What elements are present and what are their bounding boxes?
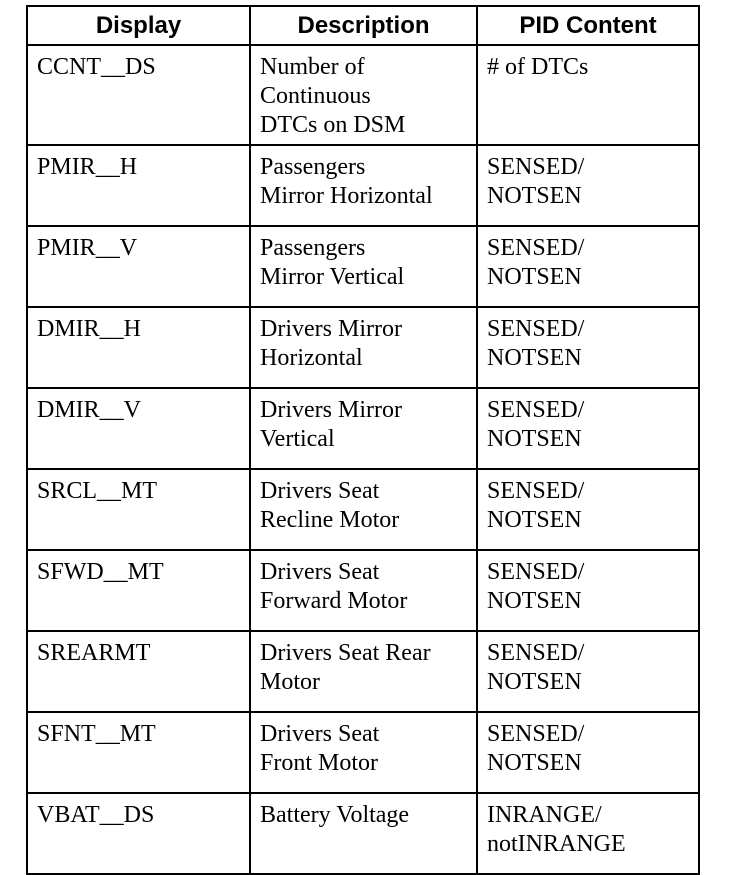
cell-description: Drivers Mirror Vertical [250,388,477,469]
cell-pid-content: SENSED/ NOTSEN [477,550,699,631]
table-row [27,550,699,631]
cell-description: Passengers Mirror Vertical [250,226,477,307]
cell-pid-content: SENSED/ NOTSEN [477,388,699,469]
cell-description: Drivers Seat Front Motor [250,712,477,793]
cell-pid-content: INRANGE/ notINRANGE [477,793,699,874]
header-description: Description [250,6,477,45]
table-row [27,712,699,793]
table-header-row [27,6,699,45]
cell-pid-content: SENSED/ NOTSEN [477,469,699,550]
header-pid-content: PID Content [477,6,699,45]
pid-table [26,5,700,875]
cell-pid-content: # of DTCs [477,45,699,145]
cell-description: Drivers Seat Recline Motor [250,469,477,550]
table-row [27,45,699,145]
header-display: Display [27,6,250,45]
cell-pid-content: SENSED/ NOTSEN [477,631,699,712]
cell-display: PMIR__V [27,226,250,307]
cell-display: SREARMT [27,631,250,712]
table-row [27,388,699,469]
cell-display: CCNT__DS [27,45,250,145]
table-row [27,145,699,226]
table-row [27,793,699,874]
cell-description: Drivers Seat Rear Motor [250,631,477,712]
cell-display: DMIR__V [27,388,250,469]
cell-display: VBAT__DS [27,793,250,874]
cell-pid-content: SENSED/ NOTSEN [477,145,699,226]
cell-display: SFWD__MT [27,550,250,631]
cell-display: DMIR__H [27,307,250,388]
cell-display: SRCL__MT [27,469,250,550]
cell-description: Passengers Mirror Horizontal [250,145,477,226]
cell-description: Number of Continuous DTCs on DSM [250,45,477,145]
cell-display: PMIR__H [27,145,250,226]
cell-pid-content: SENSED/ NOTSEN [477,712,699,793]
table-row [27,307,699,388]
cell-pid-content: SENSED/ NOTSEN [477,307,699,388]
cell-description: Drivers Seat Forward Motor [250,550,477,631]
cell-description: Drivers Mirror Horizontal [250,307,477,388]
cell-display: SFNT__MT [27,712,250,793]
cell-description: Battery Voltage [250,793,477,874]
table-row [27,631,699,712]
table-row [27,226,699,307]
cell-pid-content: SENSED/ NOTSEN [477,226,699,307]
table-row [27,469,699,550]
